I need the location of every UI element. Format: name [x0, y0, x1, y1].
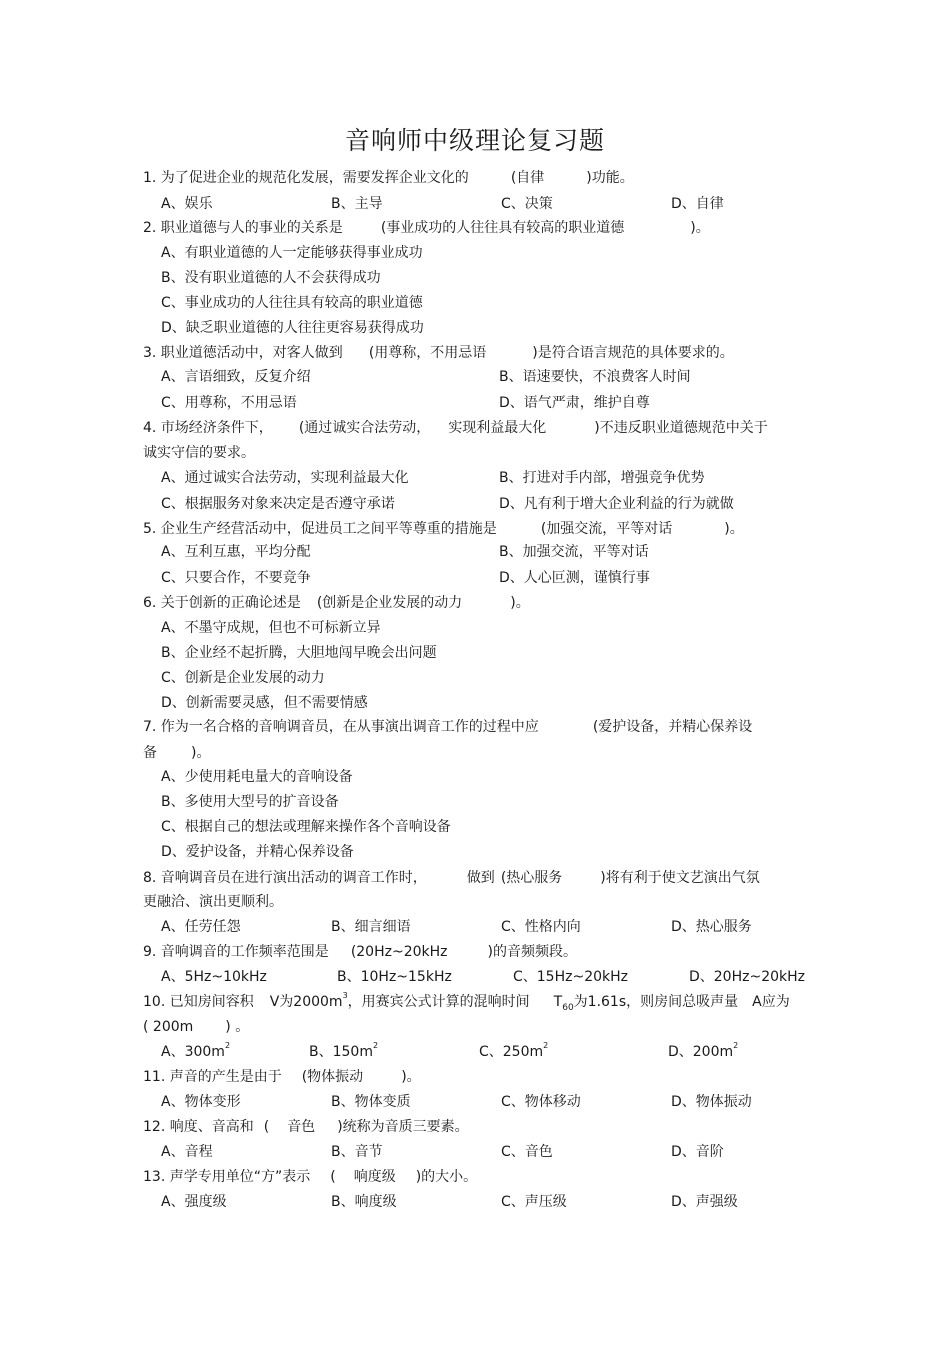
option-d: D、声强级: [671, 1194, 738, 1210]
question-3: [143, 343, 734, 363]
option-c: C、决策: [501, 196, 553, 212]
question-tail: )。: [401, 1069, 421, 1085]
option-d: D、音阶: [671, 1144, 724, 1160]
option-c: C、只要合作，不要竞争: [161, 570, 311, 586]
option-c: C、声压级: [501, 1194, 567, 1210]
option-c: C、音色: [501, 1144, 553, 1160]
option-c: C、$250m^2$: [479, 1041, 549, 1060]
option-b: B、企业经不起折腾，大胆地闯早晚会出问题: [161, 645, 437, 661]
question-stem: 7. 作为一名合格的音响调音员，在从事演出调音工作的过程中应: [143, 719, 539, 735]
question-stem: 9. 音响调音的工作频率范围是: [143, 944, 329, 960]
t60-symbol: T: [553, 994, 563, 1010]
answer: (创新是企业发展的动力: [316, 595, 463, 611]
question-tail: )统称为音质三要素。: [337, 1119, 469, 1135]
page-title: 音响师中级理论复习题: [344, 126, 605, 155]
question-7: [143, 717, 752, 737]
question-6: [143, 593, 530, 613]
question-tail: )不违反职业道德规范中关于: [594, 420, 768, 436]
question-tail: )。: [510, 595, 530, 611]
option-b: B、主导: [331, 196, 383, 212]
option-b: B、语速要快，不浪费客人时间: [499, 369, 691, 385]
option-c: C、15Hz~20kHz: [513, 969, 628, 985]
option-d: D、20Hz~20kHz: [689, 969, 805, 985]
option-c: C、用尊称，不用忌语: [161, 395, 297, 411]
question-stem: 5. 企业生产经营活动中，促进员工之间平等尊重的措施是: [143, 521, 497, 537]
question-8-continued: 更融洽、演出更顺利。: [143, 894, 283, 910]
question-10-continued: [143, 1017, 249, 1037]
question-tail: )的大小。: [415, 1169, 478, 1185]
option-a: A、互利互惠，平均分配: [161, 544, 311, 560]
answer: (加强交流，平等对话: [540, 521, 673, 537]
question-8: [143, 868, 760, 888]
option-a: A、音程: [161, 1144, 213, 1160]
question-mid: 做到: [466, 870, 495, 886]
option-d: D、$200m^2$: [668, 1041, 739, 1060]
answer: (: [263, 1119, 270, 1135]
answer: (自律: [510, 170, 545, 186]
option-b: B、音节: [331, 1144, 383, 1160]
question-stem: 4. 市场经济条件下，: [143, 420, 273, 436]
question-stem: 8. 音响调音员在进行演出活动的调音工作时，: [143, 870, 427, 886]
option-b: B、细言细语: [331, 919, 411, 935]
option-b: B、加强交流，平等对话: [499, 544, 649, 560]
question-5: [143, 519, 744, 539]
option-c: C、创新是企业发展的动力: [161, 670, 325, 686]
option-b: B、10Hz~15kHz: [337, 969, 452, 985]
option-a: A、$300m^2$: [161, 1041, 231, 1060]
option-d: D、创新需要灵感，但不需要情感: [161, 695, 368, 711]
question-12: [143, 1117, 469, 1137]
option-a: A、5Hz~10kHz: [161, 969, 267, 985]
answer: (事业成功的人往往具有较高的职业道德: [380, 220, 625, 236]
question-stem: 10. 已知房间容积: [143, 994, 254, 1010]
option-d: D、凡有利于增大企业利益的行为就做: [499, 496, 734, 512]
question-stem: 2. 职业道德与人的事业的关系是: [143, 220, 343, 236]
option-c: C、根据服务对象来决定是否遵守承诺: [161, 496, 395, 512]
question-11: [143, 1067, 421, 1087]
question-4-continued: 诚实守信的要求。: [143, 445, 255, 461]
question-9: [143, 942, 577, 962]
question-tail: )。: [690, 220, 710, 236]
option-a: A、言语细致，反复介绍: [161, 369, 311, 385]
option-c: C、事业成功的人往往具有较高的职业道德: [161, 295, 423, 311]
question-4: [143, 418, 768, 438]
option-a: A、有职业道德的人一定能够获得事业成功: [161, 245, 423, 261]
option-b: B、没有职业道德的人不会获得成功: [161, 270, 381, 286]
question-stem: 13. 声学专用单位“方”表示: [143, 1169, 311, 1185]
option-a: A、任劳任怨: [161, 919, 241, 935]
question-tail: )是符合语言规范的具体要求的。: [532, 345, 734, 361]
volume: V为2000m: [269, 994, 343, 1010]
answer: (热心服务: [500, 870, 563, 886]
option-a: A、强度级: [161, 1194, 227, 1210]
option-d: D、自律: [671, 196, 724, 212]
question-10: [143, 992, 790, 1012]
question-stem: 1. 为了促进企业的规范化发展，需要发挥企业文化的: [143, 170, 469, 186]
answer-continued: 备: [143, 745, 157, 761]
option-b: B、$150m^2$: [309, 1041, 379, 1060]
question-tail: )。: [724, 521, 744, 537]
answer: (物体振动: [301, 1069, 364, 1085]
answer: (20Hz~20kHz: [350, 944, 448, 960]
question-tail: )。: [191, 745, 211, 761]
question-7-continued: [143, 743, 210, 763]
question-2: [143, 218, 710, 238]
option-d: D、语气严肃，维护自尊: [499, 395, 650, 411]
option-c: C、根据自己的想法或理解来操作各个音响设备: [161, 819, 451, 835]
question-stem: 6. 关于创新的正确论述是: [143, 595, 301, 611]
option-b: B、打进对手内部，增强竞争优势: [499, 470, 705, 486]
answer: ( 200m: [143, 1019, 194, 1035]
answer: (通过诚实合法劳动，: [298, 420, 431, 436]
option-d: D、爱护设备，并精心保养设备: [161, 844, 354, 860]
answer: (爱护设备，并精心保养设: [592, 719, 753, 735]
volume-exponent: 3: [342, 991, 348, 1000]
question-tail: ) 。: [225, 1019, 250, 1035]
answer-text: 音色: [287, 1119, 316, 1135]
absorption-symbol: A应为: [752, 994, 790, 1010]
answer-continued: 实现利益最大化: [448, 420, 547, 436]
question-stem: 12. 响度、音高和: [143, 1119, 254, 1135]
question-tail: )将有利于使文艺演出气氛: [600, 870, 760, 886]
option-a: A、少使用耗电量大的音响设备: [161, 769, 353, 785]
t60-value: 为1.61s，则房间总吸声量: [573, 994, 739, 1010]
question-13: [143, 1167, 477, 1187]
question-stem: 11. 声音的产生是由于: [143, 1069, 282, 1085]
t60-subscript: 60: [562, 1002, 574, 1013]
option-b: B、多使用大型号的扩音设备: [161, 794, 339, 810]
option-b: B、响度级: [331, 1194, 397, 1210]
option-d: D、热心服务: [671, 919, 752, 935]
question-1: [143, 168, 634, 188]
option-d: D、物体振动: [671, 1094, 752, 1110]
question-tail: )的音频频段。: [487, 944, 577, 960]
option-a: A、通过诚实合法劳动，实现利益最大化: [161, 470, 409, 486]
question-mid: ，用赛宾公式计算的混响时间: [347, 994, 530, 1010]
option-a: A、不墨守成规，但也不可标新立异: [161, 620, 381, 636]
option-d: D、缺乏职业道德的人往往更容易获得成功: [161, 320, 424, 336]
option-d: D、人心叵测，谨慎行事: [499, 570, 650, 586]
option-a: A、娱乐: [161, 196, 213, 212]
answer: (: [330, 1169, 336, 1185]
answer: (用尊称，不用忌语: [368, 345, 487, 361]
option-c: C、性格内向: [501, 919, 581, 935]
question-stem: 3. 职业道德活动中，对客人做到: [143, 345, 343, 361]
option-c: C、物体移动: [501, 1094, 581, 1110]
answer-text: 响度级: [353, 1169, 396, 1185]
question-tail: )功能。: [586, 170, 634, 186]
option-b: B、物体变质: [331, 1094, 411, 1110]
option-a: A、物体变形: [161, 1094, 241, 1110]
